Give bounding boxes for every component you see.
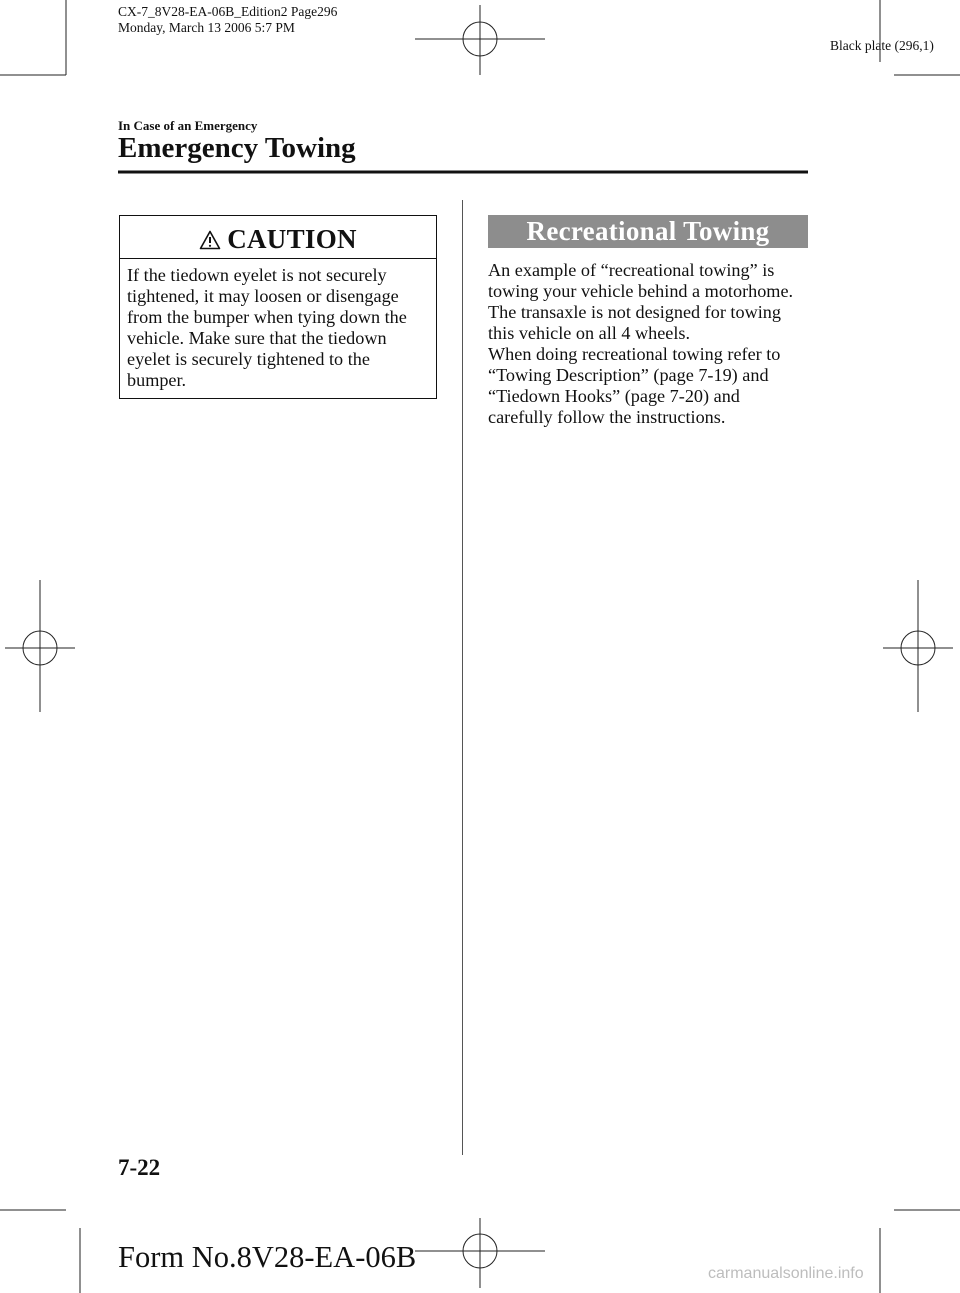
body-line: towing your vehicle behind a motorhome. <box>488 281 794 301</box>
recreational-towing-text <box>488 260 810 428</box>
section-label: In Case of an Emergency <box>118 118 258 133</box>
caution-box <box>119 215 437 399</box>
caution-line: eyelet is securely tightened to the <box>127 349 370 369</box>
body-line: “Tiedown Hooks” (page 7-20) and <box>488 386 740 406</box>
plate-label: Black plate (296,1) <box>830 38 934 53</box>
registration-mark-right <box>883 580 953 712</box>
caution-line: vehicle. Make sure that the tiedown <box>127 328 387 348</box>
warning-triangle-icon <box>199 230 221 250</box>
body-line: An example of “recreational towing” is <box>488 260 775 280</box>
registration-mark-top <box>415 5 545 75</box>
body-line: carefully follow the instructions. <box>488 407 726 427</box>
caution-line: bumper. <box>127 370 187 390</box>
caution-header <box>120 224 436 255</box>
caution-text <box>127 265 431 391</box>
caution-divider <box>120 258 436 259</box>
caution-label: CAUTION <box>227 224 357 254</box>
body-line: this vehicle on all 4 wheels. <box>488 323 691 343</box>
page-title: Emergency Towing <box>118 132 356 164</box>
body-line: “Towing Description” (page 7-19) and <box>488 365 769 385</box>
body-line: When doing recreational towing refer to <box>488 344 781 364</box>
watermark: carmanualsonline.info <box>708 1265 864 1282</box>
page-number: 7-22 <box>118 1155 161 1180</box>
caution-line: tightened, it may loosen or disengage <box>127 286 399 306</box>
caution-line: If the tiedown eyelet is not securely <box>127 265 387 285</box>
column-divider <box>462 200 463 1155</box>
caution-line: from the bumper when tying down the <box>127 307 407 327</box>
recreational-towing-heading: Recreational Towing <box>488 215 808 248</box>
registration-mark-left <box>5 580 75 712</box>
slug-date-line: Monday, March 13 2006 5:7 PM <box>118 20 295 35</box>
form-number: Form No.8V28-EA-06B <box>118 1240 417 1274</box>
body-line: The transaxle is not designed for towing <box>488 302 781 322</box>
slug-file-line: CX-7_8V28-EA-06B_Edition2 Page296 <box>118 4 338 19</box>
registration-mark-bottom <box>415 1218 545 1288</box>
